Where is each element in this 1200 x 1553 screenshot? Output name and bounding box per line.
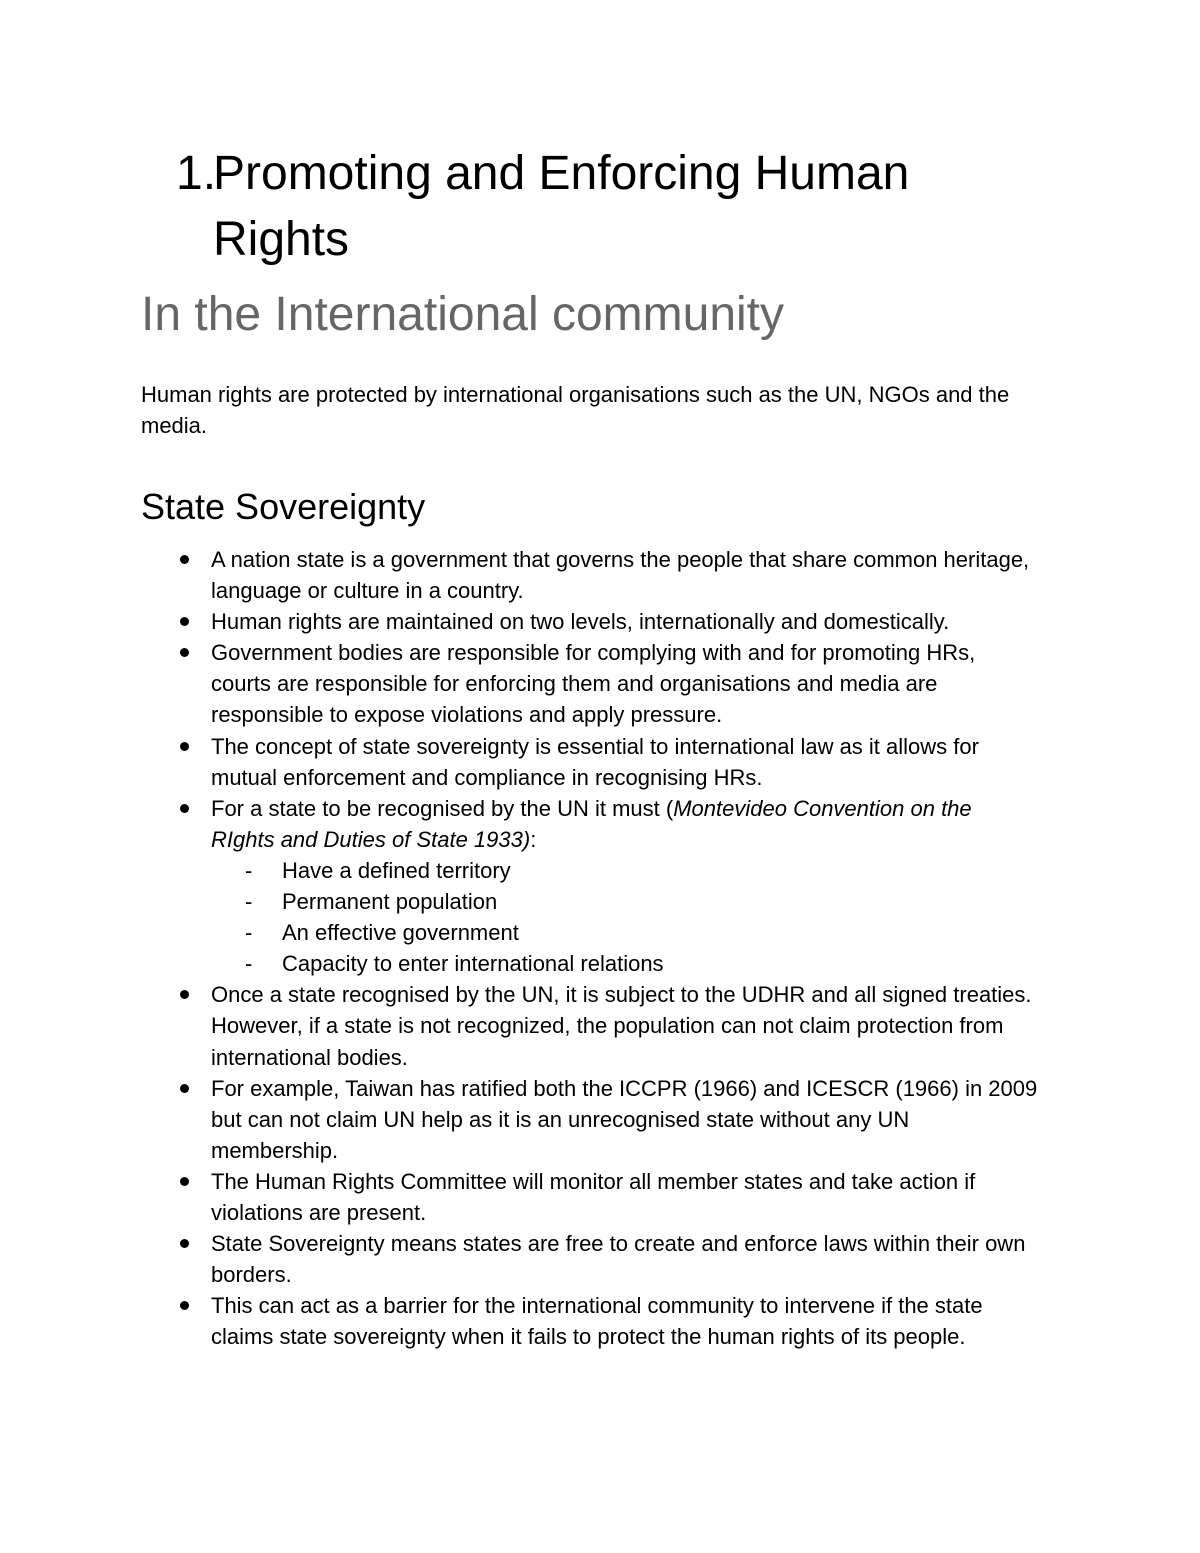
- list-item-text: Once a state recognised by the UN, it is subject to the UDHR and all signed treaties. However, if a state is not recognized, the population can not claim protection from international bodies.: [211, 982, 1032, 1070]
- heading-text: [213, 141, 1053, 273]
- section-heading: State Sovereignty: [141, 486, 426, 527]
- bullet-icon: [180, 555, 189, 564]
- list-item-text: For example, Taiwan has ratified both the ICCPR (1966) and ICESCR (1966) in 2009 but can not claim UN help as it is an unrecognised state without any UN membership.: [211, 1075, 1038, 1163]
- bullet-icon: [180, 742, 189, 751]
- intro-paragraph: Human rights are protected by international organisations such as the UN, NGOs and the media.: [141, 382, 1010, 438]
- list-item-recognition: [0, 793, 1041, 980]
- bullet-icon: [180, 1301, 189, 1310]
- list-item-text: Government bodies are responsible for complying with and for promoting HRs, courts are responsible for enforcing them and organisations and media are responsible to expose violations and apply pressure.: [211, 640, 976, 728]
- list-item: [0, 731, 1041, 793]
- dash-icon: -: [245, 951, 253, 977]
- heading-number: 1.: [176, 147, 217, 200]
- recognition-lead: For a state to be recognised by the UN it must (: [211, 795, 674, 821]
- criteria-item: [211, 917, 1041, 948]
- subtitle: In the International community: [141, 288, 785, 341]
- criteria-list: [211, 855, 1041, 979]
- list-item-text: The Human Rights Committee will monitor all member states and take action if violations are present.: [211, 1168, 976, 1225]
- heading-line-1: Promoting and Enforcing Human: [213, 147, 910, 200]
- bullet-icon: [180, 1239, 189, 1248]
- heading-line-2: Rights: [213, 213, 350, 266]
- list-item-text: Human rights are maintained on two levels, internationally and domestically.: [211, 609, 950, 635]
- bullet-icon: [180, 648, 189, 657]
- dash-icon: -: [245, 889, 253, 915]
- dash-icon: -: [245, 920, 253, 946]
- list-item: [0, 637, 1041, 730]
- dash-icon: -: [245, 857, 253, 883]
- list-item: [0, 1073, 1041, 1166]
- bullet-icon: [180, 804, 189, 813]
- criteria-item: [211, 886, 1041, 917]
- bullet-icon: [180, 617, 189, 626]
- bullet-list: [0, 544, 1200, 1352]
- list-item: [0, 979, 1041, 1072]
- list-item-text: This can act as a barrier for the international community to intervene if the state claims state sovereignty when it fails to protect the human rights of its people.: [211, 1293, 983, 1350]
- bullet-icon: [180, 1084, 189, 1093]
- list-item: [0, 606, 1041, 637]
- criteria-text: Capacity to enter international relations: [282, 951, 664, 977]
- criteria-item: [211, 855, 1041, 886]
- criteria-item: [211, 948, 1041, 979]
- list-item-text: The concept of state sovereignty is essential to international law as it allows for mutual enforcement and compliance in recognising HRs.: [211, 733, 979, 790]
- page-title: [176, 141, 1056, 266]
- list-item: [0, 1228, 1041, 1290]
- bullet-icon: [180, 1177, 189, 1186]
- list-item-text: A nation state is a government that governs the people that share common heritage, language or culture in a country.: [211, 547, 1030, 604]
- criteria-text: Have a defined territory: [282, 857, 511, 883]
- bullet-icon: [180, 990, 189, 999]
- list-item: [0, 544, 1041, 606]
- recognition-tail: :: [530, 826, 537, 852]
- list-item-text: State Sovereignty means states are free to create and enforce laws within their own borders.: [211, 1231, 1026, 1288]
- criteria-text: Permanent population: [282, 889, 498, 915]
- citation: Montevideo Convention on the RIghts and Duties of State 1933): [211, 795, 972, 852]
- list-item: [0, 1290, 1041, 1352]
- criteria-text: An effective government: [282, 920, 519, 946]
- list-item: [0, 1166, 1041, 1228]
